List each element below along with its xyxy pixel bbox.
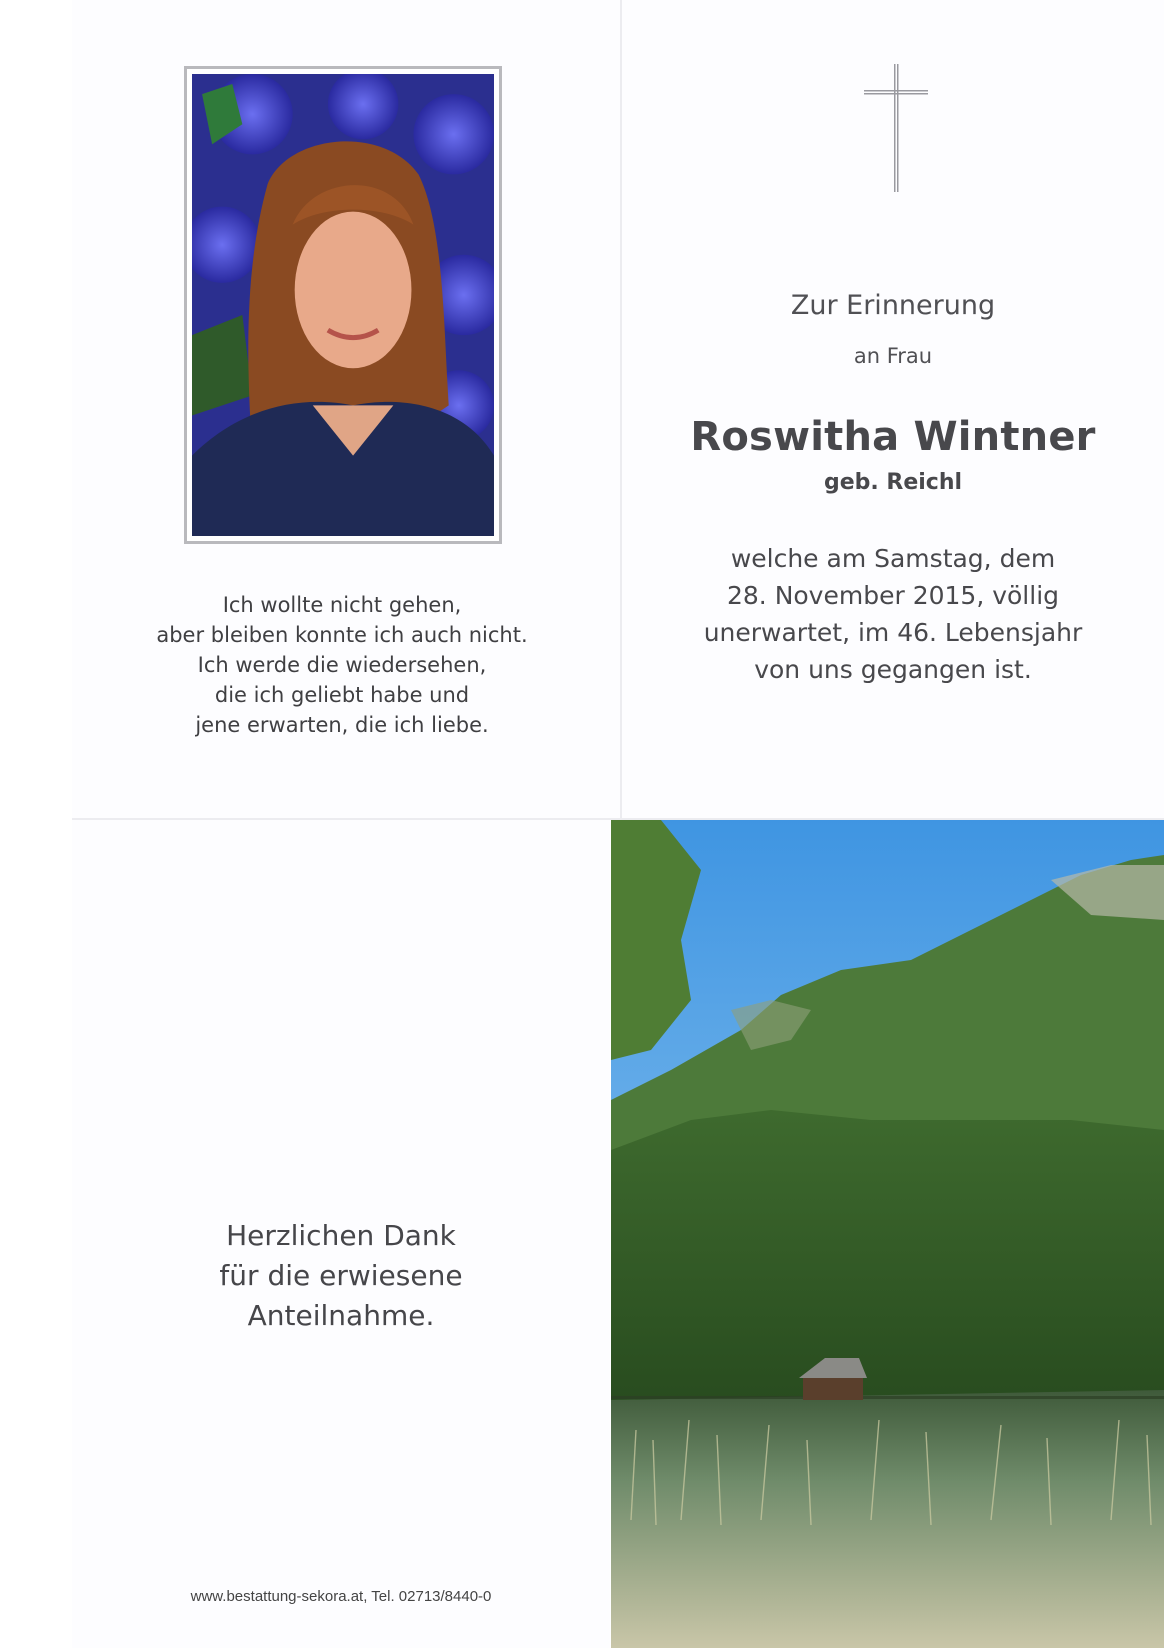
- funeral-home-contact: www.bestattung-sekora.at, Tel. 02713/8440-0: [190, 1588, 492, 1605]
- panel-landscape: [611, 820, 1164, 1648]
- poem-line: die ich geliebt habe und: [214, 683, 470, 707]
- poem-verse: [132, 590, 552, 740]
- fold-line-vertical: [620, 0, 622, 818]
- fold-line-horizontal: [72, 818, 1164, 820]
- thanks-message: [72, 1216, 610, 1336]
- death-notice-line: 28. November 2015, völlig: [726, 581, 1060, 610]
- birth-name: geb. Reichl: [823, 470, 963, 495]
- latin-cross-icon: [864, 64, 928, 192]
- poem-line: Ich werde die wiedersehen,: [197, 653, 487, 677]
- portrait-photo: [184, 66, 502, 544]
- death-notice-line: welche am Samstag, dem: [730, 544, 1056, 573]
- lake-landscape-image: [611, 820, 1164, 1648]
- poem-line: aber bleiben konnte ich auch nicht.: [156, 623, 528, 647]
- memorial-salutation: an Frau: [853, 344, 933, 368]
- poem-line: Ich wollte nicht gehen,: [222, 593, 462, 617]
- memorial-title: Zur Erinnerung: [790, 290, 996, 321]
- thanks-line: für die erwiesene: [219, 1259, 463, 1292]
- thanks-line: Anteilnahme.: [247, 1299, 435, 1332]
- deceased-name: Roswitha Wintner: [690, 414, 1096, 460]
- portrait-image: [192, 74, 494, 536]
- death-notice-line: von uns gegangen ist.: [754, 655, 1032, 684]
- poem-line: jene erwarten, die ich liebe.: [195, 713, 489, 737]
- death-notice-line: unerwartet, im 46. Lebensjahr: [703, 618, 1083, 647]
- thanks-line: Herzlichen Dank: [226, 1219, 456, 1252]
- death-notice: [622, 540, 1164, 688]
